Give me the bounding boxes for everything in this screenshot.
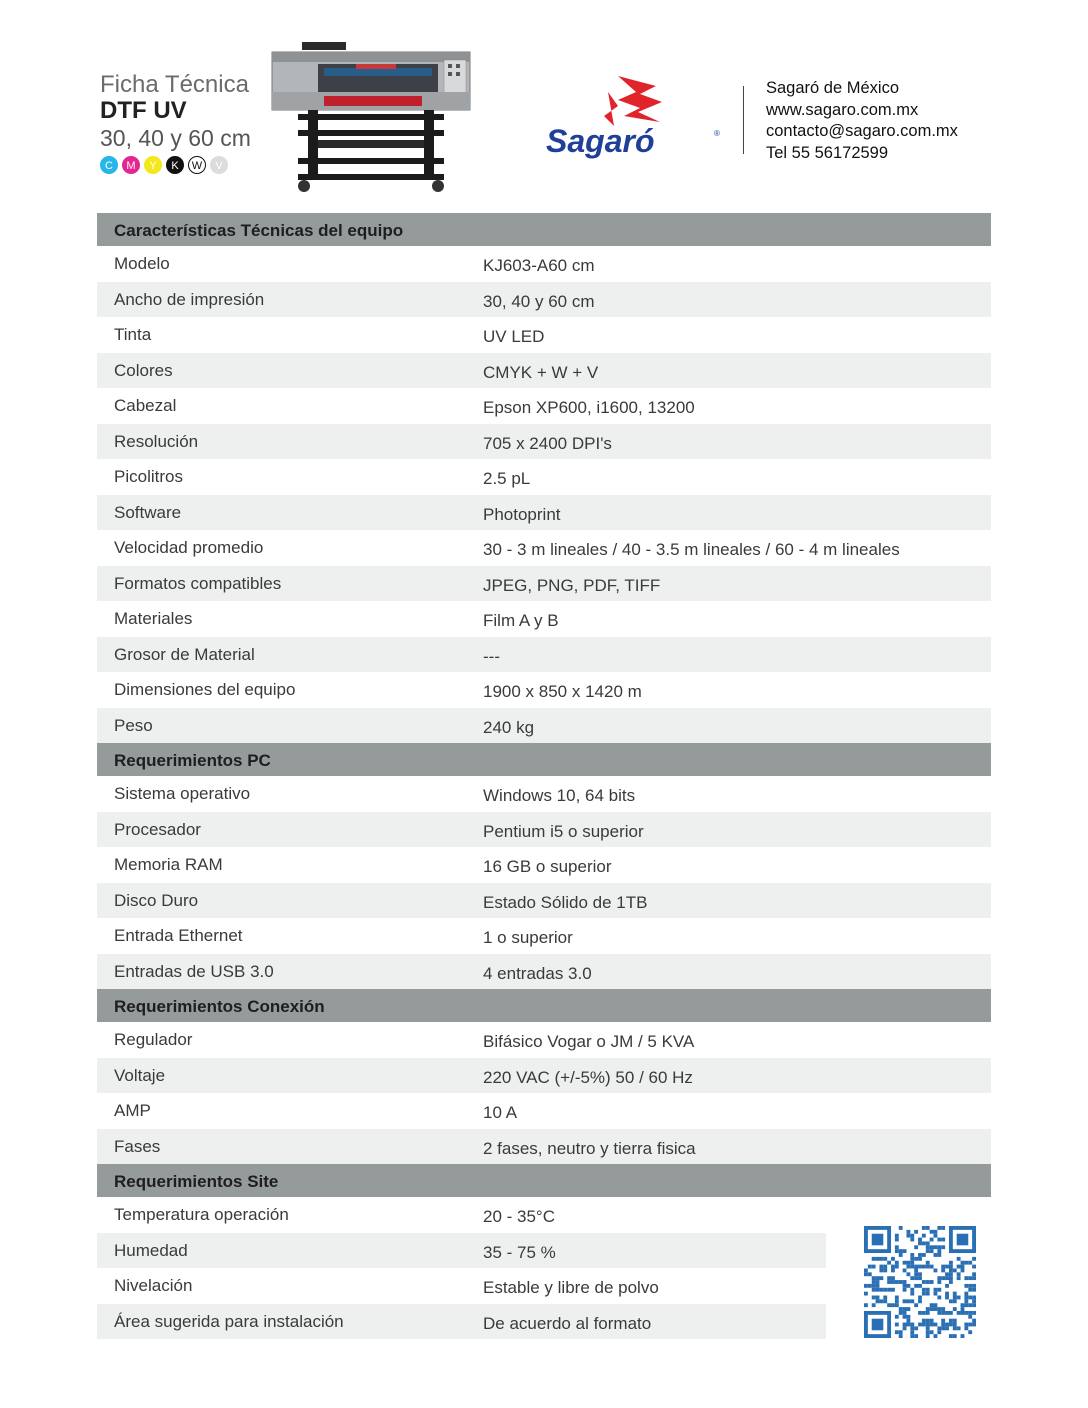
row-label: Cabezal <box>114 396 177 415</box>
row-value: Estable y libre de polvo <box>483 1278 659 1297</box>
table-row <box>97 1197 826 1233</box>
table-row <box>97 459 991 495</box>
table-row <box>97 246 991 282</box>
table-row <box>97 918 991 954</box>
row-label: Picolitros <box>114 467 183 486</box>
row-value: 10 A <box>483 1103 518 1122</box>
table-row <box>97 282 991 318</box>
row-label: Memoria RAM <box>114 855 223 874</box>
table-row <box>97 672 991 708</box>
row-value: 30 - 3 m lineales / 40 - 3.5 m lineales / 60 - 4 m lineales <box>483 540 900 559</box>
qr-code[interactable] <box>864 1226 976 1338</box>
row-value: 240 kg <box>483 717 535 737</box>
row-value: KJ603-A60 cm <box>483 256 595 275</box>
table-row <box>97 566 991 602</box>
row-label: Sistema operativo <box>114 784 251 803</box>
ink-dot: V <box>210 156 228 174</box>
row-value: Estado Sólido de 1TB <box>483 892 648 912</box>
row-label: Entrada Ethernet <box>114 926 243 945</box>
row-value: 2 fases, neutro y tierra fisica <box>483 1138 696 1158</box>
section-header: Requerimientos Site <box>97 1164 991 1197</box>
row-value: JPEG, PNG, PDF, TIFF <box>483 575 661 595</box>
row-value: Pentium i5 o superior <box>483 821 644 841</box>
row-label: Entradas de USB 3.0 <box>114 961 274 981</box>
row-label: Peso <box>114 715 153 735</box>
row-value: 16 GB o superior <box>483 857 612 876</box>
row-value: Epson XP600, i1600, 13200 <box>483 398 695 417</box>
email-link[interactable]: contacto@sagaro.com.mx <box>766 122 958 140</box>
row-value: 35 - 75 % <box>483 1242 556 1262</box>
row-label: Velocidad promedio <box>114 538 264 557</box>
title-block <box>100 72 251 174</box>
row-value: Windows 10, 64 bits <box>483 786 636 805</box>
table-row <box>97 954 991 990</box>
row-label: Formatos compatibles <box>114 573 282 593</box>
table-row <box>97 353 991 389</box>
phone-number: Tel 55 56172599 <box>766 143 889 162</box>
table-row <box>97 601 991 637</box>
table-row <box>97 883 991 919</box>
contact-info <box>766 78 958 164</box>
row-label: Temperatura operación <box>114 1205 289 1224</box>
row-label: Colores <box>114 360 173 380</box>
sagaro-logo <box>544 72 730 162</box>
table-row <box>97 708 991 744</box>
row-value: 4 entradas 3.0 <box>483 963 592 983</box>
row-label: AMP <box>114 1101 151 1120</box>
row-value: 30, 40 y 60 cm <box>483 291 595 311</box>
table-row <box>97 1058 991 1094</box>
row-label: Procesador <box>114 819 201 839</box>
row-label: Fases <box>114 1136 161 1156</box>
ink-color-dots <box>100 156 251 174</box>
row-value: UV LED <box>483 327 545 346</box>
row-value: 705 x 2400 DPI's <box>483 433 612 453</box>
row-value: 1900 x 850 x 1420 m <box>483 682 642 701</box>
row-label: Regulador <box>114 1030 193 1049</box>
row-value: --- <box>483 646 500 666</box>
table-row <box>97 637 991 673</box>
row-value: Photoprint <box>483 504 561 524</box>
row-value: De acuerdo al formato <box>483 1313 652 1333</box>
row-label: Ancho de impresión <box>114 289 265 309</box>
section-header: Características Técnicas del equipo <box>97 213 991 246</box>
row-label: Nivelación <box>114 1276 193 1295</box>
row-label: Área sugerida para instalación <box>114 1311 344 1331</box>
table-row <box>97 1304 826 1340</box>
table-row <box>97 776 991 812</box>
row-label: Software <box>114 502 182 522</box>
doc-type: Ficha Técnica <box>100 71 249 98</box>
row-label: Voltaje <box>114 1065 166 1085</box>
table-row <box>97 1233 826 1269</box>
section-header: Requerimientos Conexión <box>97 989 991 1022</box>
table-row <box>97 388 991 424</box>
row-value: 2.5 pL <box>483 469 531 488</box>
logo-registered-mark: ® <box>714 129 720 138</box>
website-link[interactable]: www.sagaro.com.mx <box>766 100 919 119</box>
logo-wordmark: Sagaró <box>546 123 655 159</box>
company-name: Sagaró de México <box>766 79 899 97</box>
row-label: Humedad <box>114 1240 188 1260</box>
row-label: Grosor de Material <box>114 644 255 664</box>
table-row <box>97 317 991 353</box>
ink-dot: W <box>188 156 206 174</box>
row-label: Materiales <box>114 609 193 628</box>
table-row <box>97 812 991 848</box>
row-value: 20 - 35°C <box>483 1207 556 1226</box>
ink-dot: K <box>166 156 184 174</box>
table-row <box>97 1022 991 1058</box>
table-row <box>97 1093 991 1129</box>
row-label: Tinta <box>114 325 152 344</box>
table-row <box>97 495 991 531</box>
table-row <box>97 530 991 566</box>
row-value: 1 o superior <box>483 928 573 947</box>
table-row <box>97 424 991 460</box>
row-value: 220 VAC (+/-5%) 50 / 60 Hz <box>483 1067 693 1087</box>
ink-dot: Y <box>144 156 162 174</box>
table-row <box>97 1129 991 1165</box>
spec-table <box>97 213 991 1339</box>
product-sizes: 30, 40 y 60 cm <box>100 125 251 151</box>
row-label: Modelo <box>114 254 170 273</box>
product-name: DTF UV <box>100 97 187 124</box>
table-row <box>97 847 991 883</box>
ink-dot: C <box>100 156 118 174</box>
row-label: Resolución <box>114 431 199 451</box>
row-value: Bifásico Vogar o JM / 5 KVA <box>483 1032 695 1051</box>
ink-dot: M <box>122 156 140 174</box>
contact-divider <box>743 86 744 154</box>
row-value: CMYK + W + V <box>483 362 599 382</box>
table-row <box>97 1268 826 1304</box>
row-value: Film A y B <box>483 611 559 630</box>
row-label: Dimensiones del equipo <box>114 680 296 699</box>
printer-image <box>268 40 474 196</box>
row-label: Disco Duro <box>114 890 199 910</box>
section-header: Requerimientos PC <box>97 743 991 776</box>
